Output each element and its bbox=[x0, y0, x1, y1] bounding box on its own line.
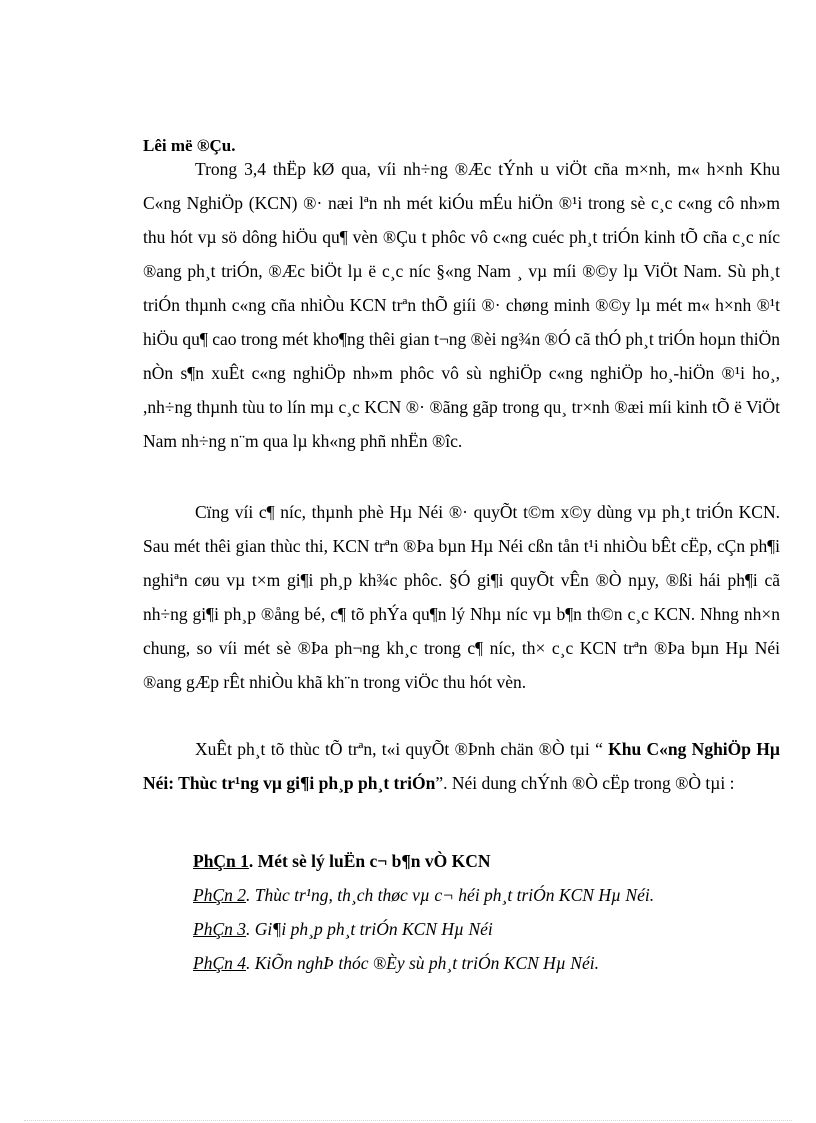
toc-item bbox=[193, 844, 491, 878]
toc-text: . Mét sè lý luËn c¬ b¶n vÒ KCN bbox=[248, 851, 491, 871]
toc-label: PhÇn 2 bbox=[193, 885, 246, 905]
toc-text: . Thùc tr¹ng, th¸ch thøc vµ c¬ héi ph¸t triÓn KCN Hµ Néi. bbox=[246, 885, 655, 905]
paragraph-hanoi bbox=[143, 495, 780, 699]
toc-text: . Gi¶i ph¸p ph¸t triÓn KCN Hµ Néi bbox=[246, 919, 493, 939]
toc-item bbox=[193, 878, 654, 912]
toc-label: PhÇn 4 bbox=[193, 953, 246, 973]
toc-text: . KiÕn nghÞ thóc ®Èy sù ph¸t triÓn KCN Hµ Néi. bbox=[246, 953, 599, 973]
toc-item bbox=[193, 912, 493, 946]
paragraph-topic-after: ”. Néi dung chÝnh ®Ò cËp trong ®Ò tµi : bbox=[435, 773, 735, 793]
toc-item bbox=[193, 946, 599, 980]
paragraph-intro-text: Trong 3,4 thËp kØ qua, víi nh÷ng ®Æc tÝnh u viÖt cña m×nh, m« h×nh Khu C«ng NghiÖp (KCN) ®· næi lªn nh mét kiÓu mÉu hiÖn ®¹i trong sè c¸c c«ng cô nh»m thu hót vµ sö dông hiÖu qu¶ vèn ®Çu t phôc vô c«ng cuéc ph¸t triÓn kinh tÕ cña c¸c níc ®ang ph¸t triÓn, ®Æc biÖt lµ ë c¸c níc §«ng Nam ¸ vµ míi ®©y lµ ViÖt Nam. Sù ph¸t triÓn thµnh c«ng cña nhiÒu KCN trªn thÕ giíi ®· chøng minh ®©y lµ mét m« h×nh ®¹t hiÖu qu¶ cao trong mét kho¶ng thêi gian t¬ng ®èi ng¾n ®Ó cã thÓ ph¸t triÓn hoµn thiÖn nÒn s¶n xuÊt c«ng nghiÖp nh»m phôc vô sù nghiÖp c«ng nghiÖp ho¸-hiÖn ®¹i ho¸, ,nh÷ng thµnh tùu to lín mµ c¸c KCN ®· ®ãng gãp trong qu¸ tr×nh ®æi míi kinh tÕ ë ViÖt Nam nh÷ng n¨m qua lµ kh«ng phñ nhËn ®îc. bbox=[143, 159, 780, 451]
paragraph-topic-before: XuÊt ph¸t tõ thùc tÕ trªn, t«i quyÕt ®Þnh chän ®Ò tµi “ bbox=[195, 739, 609, 759]
toc-label: PhÇn 1 bbox=[193, 851, 249, 871]
paragraph-intro bbox=[143, 152, 780, 458]
page-bottom-divider bbox=[24, 1120, 792, 1121]
section-heading: Lêi më ®Çu. bbox=[143, 136, 236, 155]
topic-title: Khu C«ng NghiÖp Hµ Néi: Thùc tr¹ng vµ gi¶i ph¸p ph¸t triÓn bbox=[143, 739, 780, 793]
paragraph-hanoi-text: Cïng víi c¶ níc, thµnh phè Hµ Néi ®· quyÕt t©m x©y dùng vµ ph¸t triÓn KCN. Sau mét thêi gian thùc thi, KCN trªn ®Þa bµn Hµ Néi cßn tån t¹i nhiÒu bÊt cËp, cÇn ph¶i nghiªn cøu vµ t×m gi¶i ph¸p kh¾c phôc. §Ó gi¶i quyÕt vÊn ®Ò nµy, ®ßi hái ph¶i cã nh÷ng gi¶i ph¸p ®ång bé, c¶ tõ phÝa qu¶n lý Nhµ níc vµ b¶n th©n c¸c KCN. Nhng nh×n chung, so víi mét sè ®Þa ph¬ng kh¸c trong c¶ níc, th× c¸c KCN trªn ®Þa bµn Hµ Néi ®ang gÆp rÊt nhiÒu khã kh¨n trong viÖc thu hót vèn. bbox=[143, 502, 780, 692]
toc-label: PhÇn 3 bbox=[193, 919, 246, 939]
paragraph-topic bbox=[143, 732, 780, 800]
